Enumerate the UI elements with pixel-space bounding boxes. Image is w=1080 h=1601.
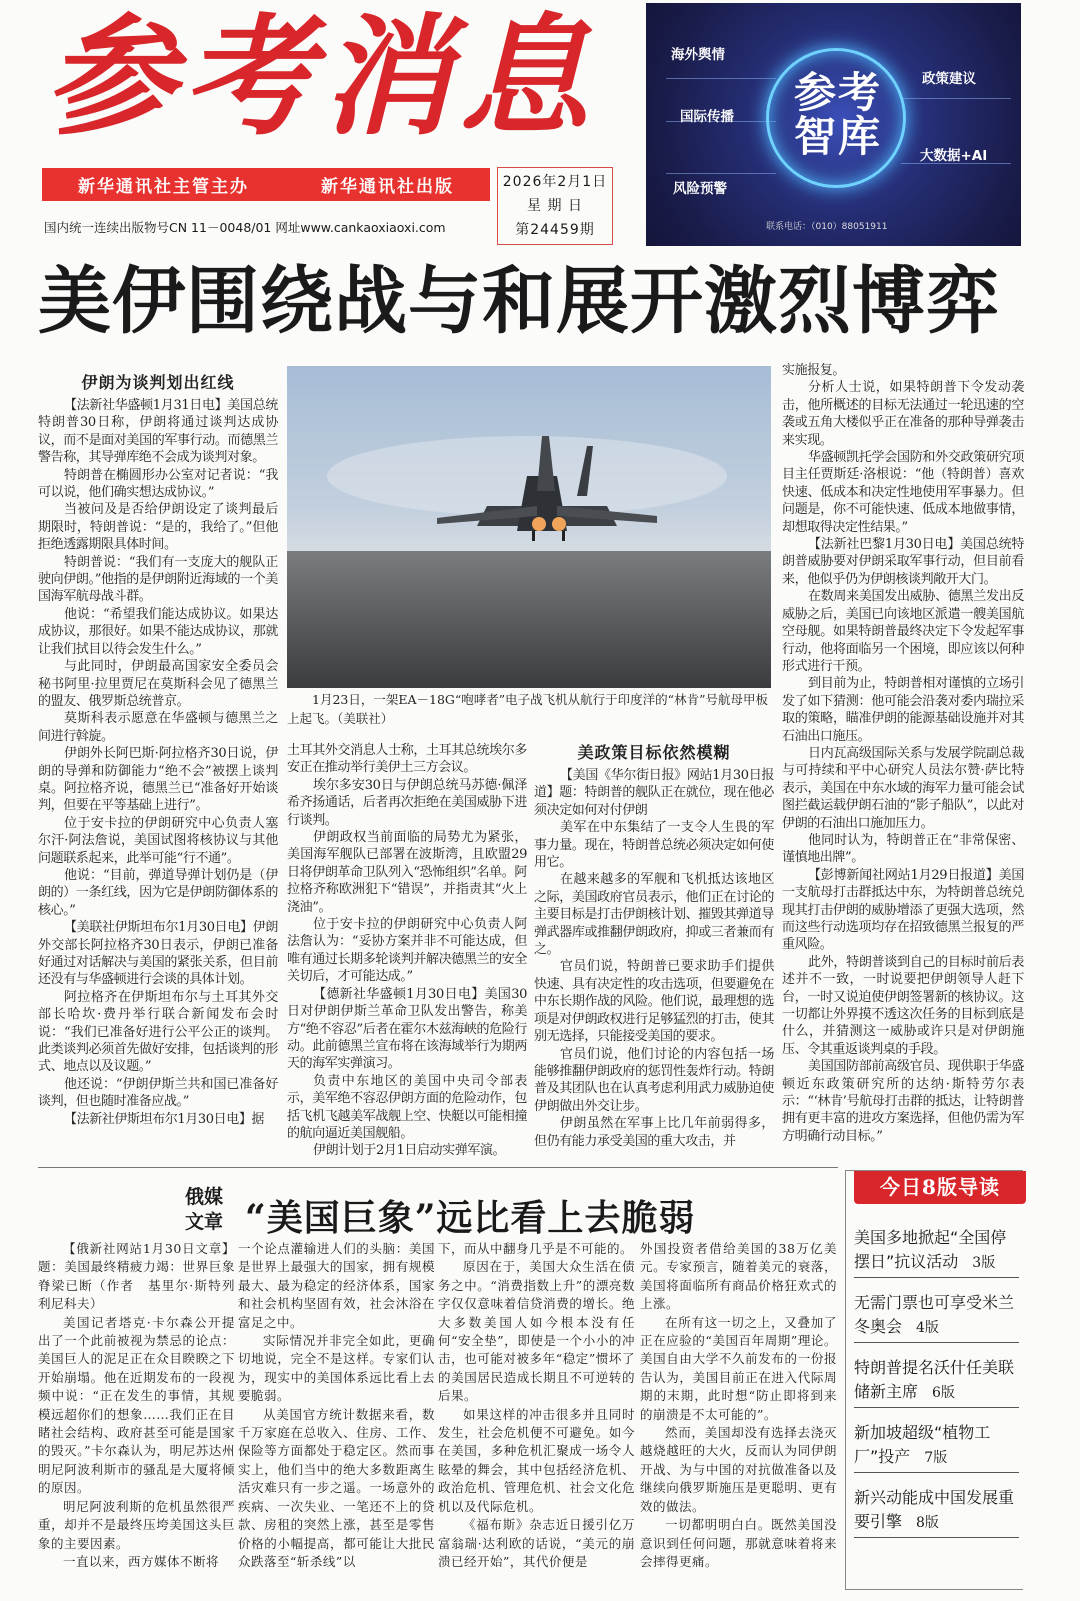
paragraph: 【法新社巴黎1月30日电】美国总统特朗普威胁要对伊朗采取军事行动，但目前看来，他似乎仍为伊朗核谈判敞开大门。 bbox=[782, 537, 1024, 587]
paragraph: 【美联社伊斯坦布尔1月30日电】伊朗外交部长阿拉格齐30日表示，伊朗已准备好通过对话解决与美国的紧张关系，但目前还没有与华盛顿进行会谈的具体计划。 bbox=[38, 920, 278, 988]
ad-label: 海外舆情 bbox=[671, 47, 725, 63]
ad-brand bbox=[778, 68, 898, 161]
paragraph: 负责中东地区的美国中央司令部表示，美军绝不容忍伊朗方面的危险动作，包括飞机飞越美军战舰上空、快艇以可能相撞的航向逼近美国舰船。 bbox=[287, 1073, 527, 1141]
paragraph: 外国投资者借给美国的38万亿美元。专家预言，随着美元的衰落，美国将面临所有商品价格狂欢式的上涨。 bbox=[640, 1241, 837, 1312]
circuit-line bbox=[666, 78, 776, 79]
paragraph: 从美国官方统计数据来看，数千万家庭在总收入、住房、工作、保险等方面都处于稳定区。然而事实上，他们当中的绝大多数距离生活灾难只有一步之遥。一场意外的疾病、一次失业、一笔还不上的贷款、房租的突然上涨，甚至是零售价格的小幅提高，都可能让大批民众跌落至“斩杀线”以 bbox=[238, 1406, 435, 1569]
ad-brand-line: 参考 bbox=[793, 68, 882, 117]
paragraph: 伊朗计划于2月1日启动实弹军演。 bbox=[313, 1143, 506, 1159]
paragraph: 【俄新社网站1月30日文章】题：美国最终精疲力竭：世界巨象脊梁已断（作者 基里尔·斯特列利尼科夫） bbox=[38, 1241, 235, 1312]
paragraph: 阿拉格齐在伊斯坦布尔与土耳其外交部长哈坎·费丹举行联合新闻发布会时说：“我们已准备好进行公平公正的谈判。此类谈判必须首先做好安排，包括谈判的形式、地点以及议题。” bbox=[38, 989, 278, 1075]
ad-brand-line: 智库 bbox=[793, 112, 882, 161]
paragraph: 【法新社华盛顿1月31日电】美国总统特朗普30日称，伊朗将通过谈判达成协议，而不是面对美国的军事行动。而德黑兰警告称，其导弹库绝不会成为谈判对象。 bbox=[38, 398, 278, 466]
paragraph: 明尼阿波利斯的危机虽然很严重，却并不是最终压垮美国这头巨象的主要因素。 bbox=[38, 1498, 235, 1551]
paragraph: 【德新社华盛顿1月30日电】美国30日对伊朗伊斯兰革命卫队发出警告，称美方“绝不容忍”后者在霍尔木兹海峡的危险行动。此前德黑兰宣布将在该海域举行为期两天的海军实弹演习。 bbox=[287, 986, 527, 1072]
paragraph: 原因在于，美国大众生活在债务之中。“消费指数上升”的漂亮数字仅仅意味着信贷消费的增长。绝大多数美国人如今根本没有任何“安全垫”，即使是一个小小的冲击，也可能对被多年“稳定”惯坏了的美国居民造成长期且不可逆转的后果。 bbox=[438, 1259, 635, 1404]
paragraph: 伊朗政权当前面临的局势尤为紧张，美国海军舰队已部署在波斯湾，且欧盟29日将伊朗革命卫队列入“恐怖组织”名单。阿拉格齐称欧洲犯下“错误”，并指责其“火上浇油”。 bbox=[287, 830, 527, 915]
paragraph: 莫斯科表示愿意在华盛顿与德黑兰之间进行斡旋。 bbox=[38, 711, 278, 744]
left-story-body bbox=[38, 397, 278, 1128]
guide-item-title: 新兴动能成中国发展重要引擎 bbox=[854, 1488, 1015, 1531]
paragraph: 《福布斯》杂志近日援引亿万富翁瑞·达利欧的话说，“美元的崩溃已经开始”，其代价便是 bbox=[438, 1517, 635, 1569]
paragraph: 特朗普在椭圆形办公室对记者说：“我可以说，他们确实想达成协议。” bbox=[38, 467, 278, 501]
guide-item-page: 8版 bbox=[916, 1515, 939, 1531]
issue-date: 2026年2月1日 bbox=[502, 174, 608, 190]
left-story-column bbox=[38, 372, 278, 1128]
ad-label: 国际传播 bbox=[680, 109, 734, 125]
paragraph: 美国记者塔克·卡尔森公开提出了一个此前被视为禁忌的论点：美国巨人的泥足正在众目睽睽之下开始崩塌。他在近期发布的一段视频中说：“正在发生的事情，其规模远超你们的想象……我们正在目睹社会结构、政府甚至可能是国家的毁灭。”卡尔森认为，明尼苏达州明尼阿波利斯市的骚乱是大厦将倾的原因。 bbox=[38, 1314, 235, 1496]
paragraph: 当被问及是否给伊朗设定了谈判最后期限时，特朗普说：“是的，我给了。”但他拒绝透露期限具体时间。 bbox=[38, 502, 278, 553]
paragraph: 日内瓦高级国际关系与发展学院副总裁与可持续和平中心研究人员法尔赞·萨比特表示，美国在中东水域的海军力量可能会试图拦截运载伊朗石油的“影子船队”，以此对伊朗的石油出口施加压力。 bbox=[782, 745, 1024, 831]
bottom-column-3 bbox=[438, 1240, 635, 1571]
issue-number: 第24459期 bbox=[515, 222, 595, 238]
paragraph: 下，而从中翻身几乎是不可能的。 bbox=[438, 1241, 634, 1256]
think-tank-advertisement[interactable] bbox=[646, 3, 1021, 246]
left-story-title: 伊朗为谈判划出红线 bbox=[81, 373, 235, 392]
bottom-column-2 bbox=[238, 1240, 435, 1571]
paragraph: 此外，特朗普谈到自己的目标时前后表述并不一致，一时说要把伊朗领导人赶下台，一时又说迫使伊朗签署新的核协议。这一切都让外界摸不透这次任务的目标到底是什么，并猜测这一威胁或许只是对伊朗施压、令其重返谈判桌的手段。 bbox=[782, 954, 1024, 1057]
paragraph: 【法新社伊斯坦布尔1月30日电】据 bbox=[64, 1111, 265, 1127]
paragraph: 特朗普说：“我们有一支庞大的舰队正驶向伊朗。”他指的是伊朗附近海域的一个美国海军航母战斗群。 bbox=[38, 554, 278, 605]
paragraph: 实际情况并非完全如此，更确切地说，完全不是这样。专家们认为，现实中的美国体系远比看上去要脆弱。 bbox=[238, 1333, 435, 1404]
paragraph: 官员们说，他们讨论的内容包括一场能够推翻伊朗政府的惩罚性轰炸行动。特朗普及其团队也在认真考虑利用武力威胁迫使伊朗做出外交让步。 bbox=[534, 1046, 774, 1114]
paragraph: 实施报复。 bbox=[782, 363, 846, 378]
paragraph: 一个论点灌输进人们的头脑：美国是世界上最强大的国家，拥有规模最大、最为稳定的经济体系，国家和社会机构坚固有效，社会沐浴在富足之中。 bbox=[238, 1241, 435, 1330]
paragraph: 分析人士说，如果特朗普下令发动袭击，他所概述的目标无法通过一轮迅速的空袭或五角大楼似乎正在准备的那种导弹袭击来实现。 bbox=[782, 380, 1024, 448]
paragraph: 如果这样的冲击很多并且同时发生，社会危机便不可避免。如今在美国，多种危机汇聚成一场令人眩晕的舞会，其中包括经济危机、政治危机、管理危机、社会文化危机以及代际危机。 bbox=[438, 1406, 635, 1514]
photo-caption: 1月23日，一架EA－18G“咆哮者”电子战飞机从航行于印度洋的“林肯”号航母甲板上起飞。（美联社） bbox=[287, 692, 768, 726]
guide-item-title: 特朗普提名沃什任美联储新主席 bbox=[854, 1358, 1015, 1401]
ad-label: 大数据+AI bbox=[920, 148, 988, 164]
newspaper-logo: 参考消息 bbox=[45, 0, 598, 153]
paragraph: 土耳其外交消息人士称，土耳其总统埃尔多安正在推动举行美伊土三方会议。 bbox=[287, 743, 527, 776]
paragraph: 一直以来，西方媒体不断将 bbox=[63, 1553, 220, 1569]
publisher-text: 新华通讯社出版 bbox=[321, 177, 454, 197]
right-story-continued-column bbox=[782, 362, 1024, 1145]
paragraph: 他说：“希望我们能达成协议。如果达成协议，那很好。如果不能达成协议，那就让我们拭目以待会发生什么。” bbox=[38, 606, 278, 657]
guide-item[interactable] bbox=[854, 1486, 1019, 1538]
right-story-title: 美政策目标依然模糊 bbox=[577, 743, 731, 762]
guide-item-title: 新加坡超级“植物工厂”投产 bbox=[854, 1423, 991, 1466]
circuit-line bbox=[666, 173, 776, 174]
guide-item-page: 7版 bbox=[924, 1450, 948, 1466]
paragraph: 位于安卡拉的伊朗研究中心负责人塞尔汗·阿法詹说，美国试图将核协议与其他问题联系起来，此举可能“行不通”。 bbox=[38, 815, 278, 866]
bottom-story-headline: “美国巨象”远比看上去脆弱 bbox=[245, 1197, 696, 1239]
guide-item[interactable] bbox=[854, 1421, 1019, 1473]
circuit-line bbox=[901, 98, 1011, 99]
paragraph: 在越来越多的军舰和飞机抵达该地区之际，美国政府官员表示，他们正在讨论的主要目标是打击伊朗核计划、摧毁其弹道导弹武器库或推翻伊朗政府，抑或三者兼而有之。 bbox=[534, 872, 774, 958]
paragraph: 美军在中东集结了一支令人生畏的军事力量。现在，特朗普总统必须决定如何使用它。 bbox=[534, 820, 774, 871]
paragraph: 美国国防部前高级官员、现供职于华盛顿近东政策研究所的达纳·斯特劳尔表示：“‘林肯’号航母打击群的抵达，让特朗普拥有更丰富的进攻方案选择，但他仍需为军方明确行动目标。” bbox=[782, 1059, 1024, 1144]
guide-item-page: 4版 bbox=[916, 1320, 939, 1336]
ad-label: 政策建议 bbox=[922, 71, 976, 87]
bottom-column-4 bbox=[640, 1240, 837, 1571]
paragraph: 一切都明明白白。既然美国没意识到任何问题，那就意味着将来会摔得更痛。 bbox=[640, 1517, 837, 1569]
guide-item-title: 美国多地掀起“全国停摆日”抗议活动 bbox=[854, 1228, 1007, 1271]
paragraph: 伊朗虽然在军事上比几年前弱得多，但仍有能力承受美国的重大攻击，并 bbox=[534, 1116, 774, 1149]
paragraph: 与此同时，伊朗最高国家安全委员会秘书阿里·拉里贾尼在莫斯科会见了德黑兰的盟友、俄罗斯总统普京。 bbox=[38, 659, 278, 709]
guide-title: 今日8版导读 bbox=[854, 1171, 1026, 1204]
guide-item[interactable] bbox=[854, 1226, 1019, 1278]
paragraph: 在所有这一切之上，又叠加了正在应验的“美国百年周期”理论。美国自由大学不久前发布的一份报告认为，美国目前正在进入代际周期的末期，此时想“防止即将到来的崩溃是不太可能的”。 bbox=[640, 1314, 837, 1422]
paragraph: 官员们说，特朗普已要求助手们提供快速、具有决定性的攻击选项，但要避免在中东长期作战的风险。他们说，最理想的选项是对伊朗政权进行足够猛烈的打击，使其别无选择，只能接受美国的要求。 bbox=[534, 959, 774, 1045]
date-box bbox=[497, 167, 613, 245]
aircraft-carrier-photo bbox=[287, 366, 771, 688]
issue-weekday: 星 期 日 bbox=[527, 198, 583, 214]
guide-item-title: 无需门票也可享受米兰冬奥会 bbox=[854, 1293, 1015, 1336]
publisher-banner bbox=[42, 168, 490, 201]
paragraph: 位于安卡拉的伊朗研究中心负责人阿法詹认为：“妥协方案并非不可能达成，但唯有通过长期多轮谈判并解决德黑兰的安全关切后，才可能达成。” bbox=[287, 917, 527, 985]
paragraph: 到目前为止，特朗普相对谨慎的立场引发了如下猜测：他可能会沿袭对委内瑞拉采取的策略，瞄准伊朗的能源基础设施并对其石油出口施压。 bbox=[782, 676, 1024, 744]
publication-info: 国内统一连续出版物号CN 11－0048/01 网址www.cankaoxiaoxi.com bbox=[44, 220, 446, 235]
paragraph: 然而，美国却没有选择去浇灭越烧越旺的大火，反而认为同伊朗开战、为与中国的对抗做准备以及继续向俄罗斯施压是更聪明、更有效的做法。 bbox=[640, 1425, 837, 1514]
paragraph: 他说：“目前，弹道导弹计划仍是（伊朗的）一条红线，因为它是伊朗防御体系的核心。” bbox=[38, 867, 278, 918]
right-story-body bbox=[534, 767, 774, 1150]
guide-item-page: 6版 bbox=[932, 1385, 955, 1401]
paragraph: 在数周来美国发出威胁、德黑兰发出反威胁之后，美国已向该地区派遣一艘美国航空母舰。如果特朗普最终决定下令发起军事行动，他将面临另一个困境，即应该以何种形式进行干预。 bbox=[782, 589, 1024, 674]
right-story-column bbox=[534, 742, 774, 1150]
fighter-jet-icon bbox=[287, 366, 771, 688]
right-story-continued-body bbox=[782, 362, 1024, 1145]
section-divider bbox=[38, 1167, 838, 1168]
main-headline: 美伊围绕战与和展开激烈博弈 bbox=[38, 259, 1000, 344]
left-story-continued-body bbox=[287, 742, 527, 1160]
guide-item[interactable] bbox=[854, 1356, 1019, 1408]
paragraph: 华盛顿凯托学会国防和外交政策研究项目主任贾斯廷·洛根说：“他（特朗普）喜欢快速、低成本和决定性地使用军事暴力。但问题是，你不可能快速、低成本地做事情，却想取得决定性结果。” bbox=[782, 450, 1024, 535]
paragraph: 埃尔多安30日与伊朗总统马苏德·佩泽希齐扬通话，后者再次拒绝在美国威胁下进行谈判。 bbox=[287, 777, 527, 828]
paragraph: 他同时认为，特朗普正在“非常保密、谨慎地出牌”。 bbox=[782, 832, 1024, 866]
guide-item-page: 3版 bbox=[972, 1255, 996, 1271]
bottom-column-1 bbox=[38, 1240, 235, 1571]
bottom-story-kicker: 俄媒文章 bbox=[184, 1186, 223, 1233]
sponsor-text: 新华通讯社主管主办 bbox=[78, 177, 249, 197]
ad-label: 风险预警 bbox=[673, 181, 727, 197]
paragraph: 伊朗外长阿巴斯·阿拉格齐30日说，伊朗的导弹和防御能力“绝不会”被摆上谈判桌。阿拉格齐说，德黑兰已“准备好开始谈判，但要在平等基础上进行”。 bbox=[38, 746, 278, 814]
guide-item[interactable] bbox=[854, 1291, 1019, 1343]
paragraph: 【彭博新闻社网站1月29日报道】美国一支航母打击群抵达中东，为特朗普总统兑现其打击伊朗的威胁增添了更强大选项，然而这些行动选项均存在招致德黑兰报复的严重风险。 bbox=[782, 867, 1024, 953]
paragraph: 他还说：“伊朗伊斯兰共和国已准备好谈判，但也随时准备应战。” bbox=[38, 1076, 278, 1110]
left-story-continued-column bbox=[287, 742, 527, 1160]
paragraph: 【美国《华尔街日报》网站1月30日报道】题：特朗普的舰队正在就位，现在他必须决定如何对付伊朗 bbox=[534, 768, 774, 818]
ad-phone: 联系电话：（010）88051911 bbox=[766, 222, 888, 232]
todays-guide-box bbox=[845, 1170, 1023, 1590]
